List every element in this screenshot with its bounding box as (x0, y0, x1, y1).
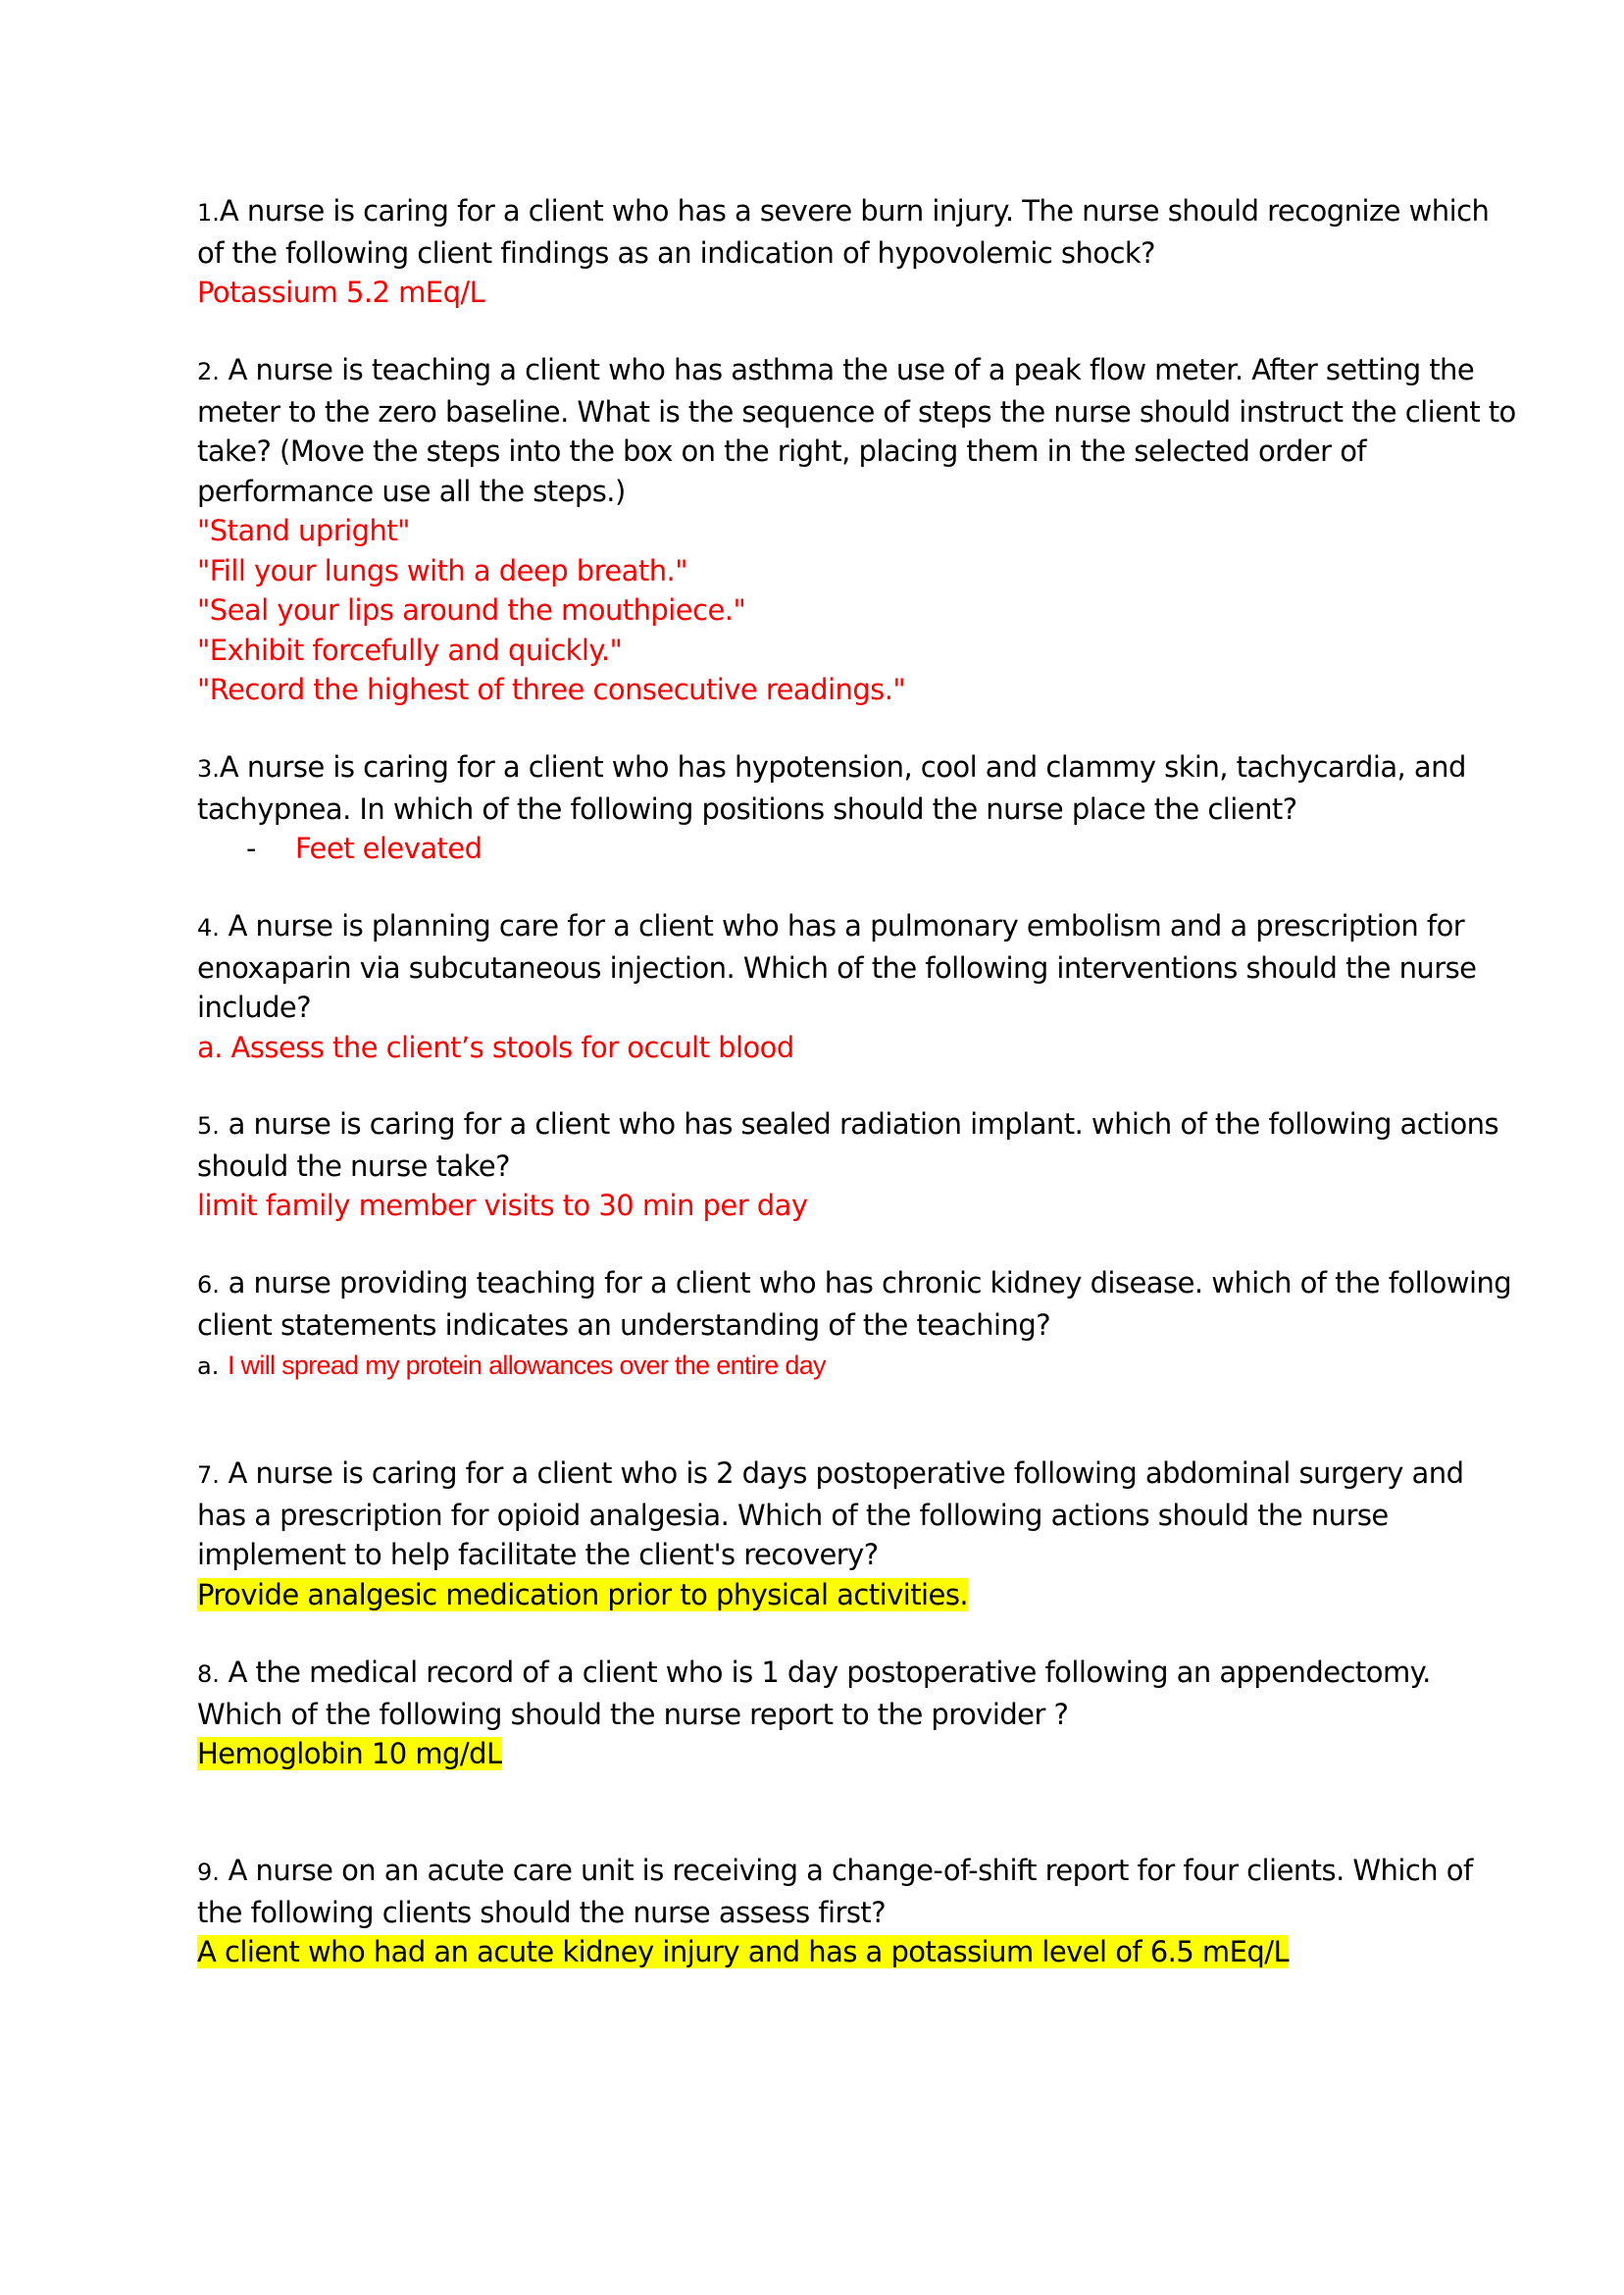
question-text-line: client statements indicates an understanding of the teaching? (197, 1307, 1051, 1342)
question-text-line: include? (197, 991, 312, 1024)
question-number: 6. (197, 1271, 220, 1299)
question-text-line: 8. A the medical record of a client who is 1 day postoperative following an appendectomy. (197, 1656, 1431, 1689)
question-number: 9. (197, 1859, 220, 1886)
answer-step: "Seal your lips around the mouthpiece." (197, 593, 746, 627)
question-text-line: the following clients should the nurse assess first? (197, 1895, 887, 1929)
question-2 (197, 350, 1516, 710)
answer-prefix: a. (197, 1352, 220, 1380)
question-text-line: should the nurse take? (197, 1148, 510, 1183)
question-text-line: 7. A nurse is caring for a client who is 2 days postoperative following abdominal surgery and (197, 1456, 1464, 1490)
question-number: 8. (197, 1660, 220, 1688)
answer-line (197, 1734, 1492, 1774)
question-9 (197, 1851, 1492, 1972)
question-5 (197, 1104, 1499, 1226)
question-number: 1. (197, 199, 220, 227)
answer-line (197, 1932, 1492, 1972)
question-text-line: Which of the following should the nurse report to the provider ? (197, 1697, 1069, 1731)
question-text-line: 2. A nurse is teaching a client who has asthma the use of a peak flow meter. After setting the (197, 353, 1475, 386)
answer-step: "Stand upright" (197, 514, 410, 547)
question-text-line: tachypnea. In which of the following positions should the nurse place the client? (197, 791, 1297, 826)
answer-text: limit family member visits to 30 min per day (197, 1189, 808, 1222)
question-number: 3. (197, 755, 220, 783)
answer-text: Potassium 5.2 mEq/L (197, 276, 485, 309)
question-1 (197, 191, 1492, 313)
question-text-line: 5. a nurse is caring for a client who has sealed radiation implant. which of the following actions (197, 1107, 1499, 1141)
question-number: 7. (197, 1461, 220, 1489)
highlighted-answer: Hemoglobin 10 mg/dL (197, 1737, 502, 1770)
answer-line (197, 1575, 1492, 1615)
question-text-line: implement to help facilitate the client's recovery? (197, 1538, 879, 1571)
answer-line (197, 1345, 1492, 1387)
question-4 (197, 906, 1492, 1067)
question-number: 5. (197, 1112, 220, 1140)
question-number: 2. (197, 358, 220, 385)
highlighted-answer: Provide analgesic medication prior to physical activities. (197, 1577, 969, 1611)
answer-text: a. Assess the client’s stools for occult blood (197, 1030, 794, 1064)
answer-bullet-line (197, 829, 1492, 869)
question-text-line: enoxaparin via subcutaneous injection. Which of the following interventions should the nurse (197, 950, 1477, 985)
answer-step: "Record the highest of three consecutive readings." (197, 673, 906, 706)
question-text-line: 1.A nurse is caring for a client who has a severe burn injury. The nurse should recognize which (197, 194, 1490, 228)
answer-text: I will spread my protein allowances over the entire day (228, 1351, 826, 1380)
answer-text: Feet elevated (295, 832, 482, 865)
question-text-line: 3.A nurse is caring for a client who has hypotension, cool and clammy skin, tachycardia, and (197, 750, 1466, 784)
question-text-line: of the following client findings as an indication of hypovolemic shock? (197, 235, 1155, 270)
question-text-line: 6. a nurse providing teaching for a client who has chronic kidney disease. which of the following (197, 1266, 1512, 1300)
question-6 (197, 1263, 1512, 1387)
question-text-line: meter to the zero baseline. What is the sequence of steps the nurse should instruct the client to (197, 394, 1516, 429)
dash-bullet: - (246, 832, 256, 865)
question-text-line: 9. A nurse on an acute care unit is receiving a change-of-shift report for four clients. Which of (197, 1854, 1473, 1887)
answer-step: "Fill your lungs with a deep breath." (197, 553, 687, 587)
question-number: 4. (197, 914, 220, 942)
question-8 (197, 1653, 1492, 1774)
question-text-line: performance use all the steps.) (197, 474, 626, 508)
highlighted-answer: A client who had an acute kidney injury and has a potassium level of 6.5 mEq/L (197, 1935, 1290, 1968)
question-text-line: has a prescription for opioid analgesia. Which of the following actions should the nurse (197, 1498, 1389, 1532)
question-3 (197, 747, 1492, 869)
question-text-line: 4. A nurse is planning care for a client who has a pulmonary embolism and a prescription for (197, 909, 1465, 943)
question-text-line: take? (Move the steps into the box on the right, placing them in the selected order of (197, 434, 1367, 468)
question-7 (197, 1454, 1492, 1614)
answer-step: "Exhibit forcefully and quickly." (197, 633, 623, 667)
